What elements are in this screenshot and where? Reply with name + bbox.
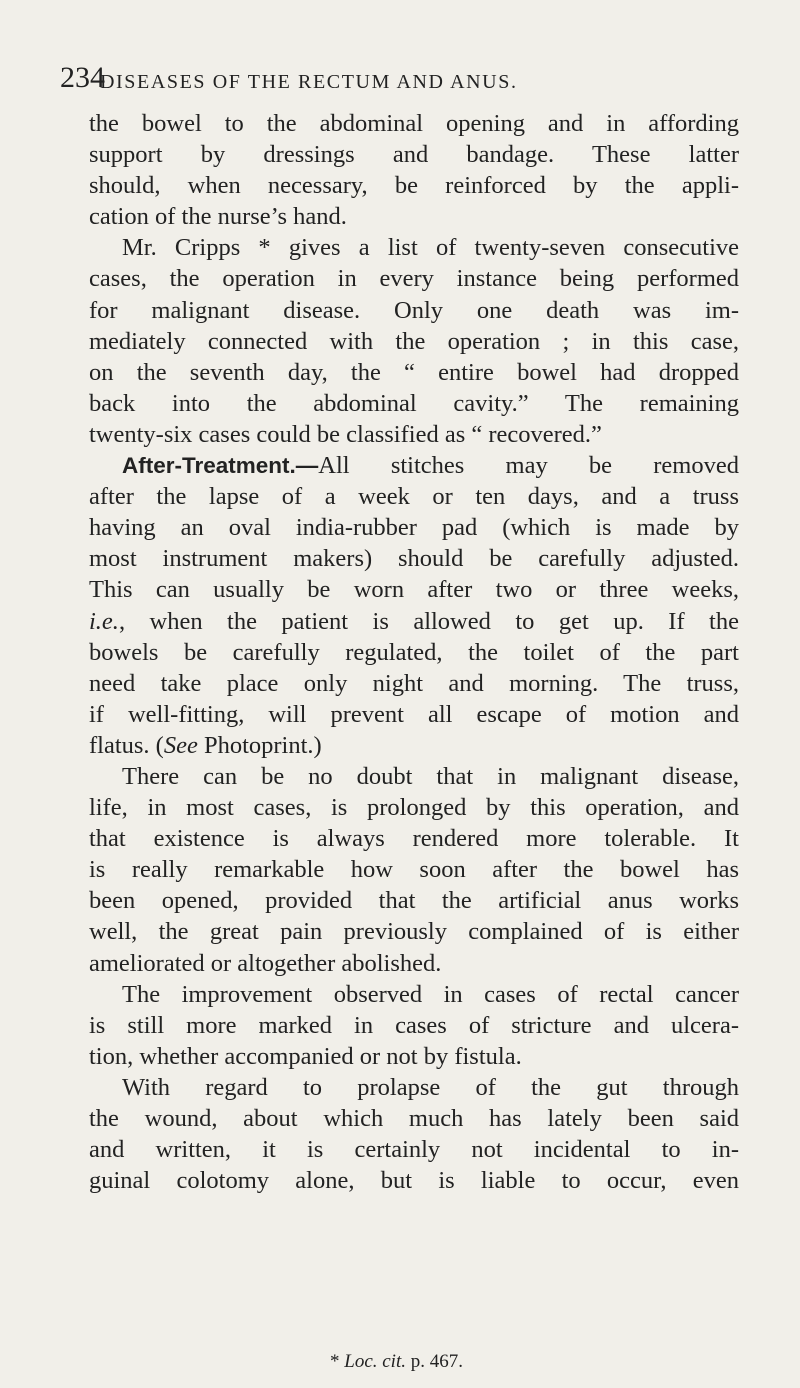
- text-line: bowels be carefully regulated, the toilet of the part: [89, 638, 739, 666]
- footnote-page-ref: p. 467.: [410, 1351, 463, 1372]
- footnote-citation: Loc. cit.: [344, 1351, 406, 1372]
- text-line: is still more marked in cases of stricture and ulcera-: [89, 1011, 739, 1039]
- text-line: support by dressings and bandage. These latter: [89, 141, 739, 169]
- text-line: cation of the nurse’s hand.: [89, 203, 347, 231]
- text-line: most instrument makers) should be carefully adjusted.: [89, 545, 739, 573]
- italic-abbreviation: i.e.: [89, 607, 119, 635]
- text-line: if well-fitting, will prevent all escape of motion and: [89, 700, 739, 728]
- text-line: and written, it is certainly not incidental to in-: [89, 1136, 739, 1164]
- text-line: having an oval india-rubber pad (which is made by: [89, 514, 739, 542]
- text-line: back into the abdominal cavity.” The remaining: [89, 389, 739, 417]
- text-line: well, the great pain previously complained of is either: [89, 918, 739, 946]
- text-line: Mr. Cripps * gives a list of twenty-seven consecutive: [122, 234, 739, 262]
- text-line-section: [89, 450, 739, 481]
- text-line: With regard to prolapse of the gut through: [122, 1073, 739, 1101]
- text-line: the bowel to the abdominal opening and in affording: [89, 110, 739, 137]
- text-line: that existence is always rendered more tolerable. It: [89, 825, 739, 853]
- text-line: on the seventh day, the “ entire bowel had dropped: [89, 358, 739, 386]
- text-line: mediately connected with the operation ; in this case,: [89, 327, 739, 355]
- text-line: life, in most cases, is prolonged by this operation, and: [89, 794, 739, 822]
- text-line: This can usually be worn after two or three weeks,: [89, 576, 739, 604]
- text-line: should, when necessary, be reinforced by the appli-: [89, 172, 739, 200]
- text-line: tion, whether accompanied or not by fistula.: [89, 1042, 522, 1070]
- text-line: is really remarkable how soon after the bowel has: [89, 856, 739, 884]
- italic-see: See: [163, 731, 198, 759]
- section-heading: After-Treatment.—: [122, 453, 319, 479]
- text-fragment: Photoprint.): [197, 731, 322, 759]
- text-line-ie: [89, 606, 739, 637]
- text-fragment: , when the patient is allowed to get up. If the: [118, 607, 739, 635]
- text-line-see: [89, 730, 739, 761]
- text-line: after the lapse of a week or ten days, and a truss: [89, 483, 739, 511]
- page-number: 234: [60, 61, 105, 94]
- text-line: cases, the operation in every instance being performed: [89, 265, 739, 293]
- text-line: the wound, about which much has lately been said: [89, 1105, 739, 1132]
- text-line: been opened, provided that the artificial anus works: [89, 887, 739, 915]
- footnote-marker: *: [330, 1351, 340, 1372]
- text-line: for malignant disease. Only one death was im-: [89, 296, 739, 324]
- page-header: [60, 58, 750, 98]
- footnote: [330, 1350, 463, 1374]
- text-fragment: flatus. (: [89, 731, 164, 759]
- text-line: need take place only night and morning. The truss,: [89, 669, 739, 697]
- text-line: guinal colotomy alone, but is liable to occur, even: [89, 1167, 739, 1195]
- text-line: The improvement observed in cases of rectal cancer: [122, 980, 739, 1008]
- text-fragment: All stitches may be removed: [318, 452, 739, 480]
- text-line: twenty-six cases could be classified as “ recovered.”: [89, 420, 602, 448]
- running-head: DISEASES OF THE RECTUM AND ANUS.: [100, 71, 518, 93]
- body-text: [89, 108, 739, 1196]
- text-line: ameliorated or altogether abolished.: [89, 949, 442, 977]
- text-line: There can be no doubt that in malignant disease,: [122, 762, 739, 790]
